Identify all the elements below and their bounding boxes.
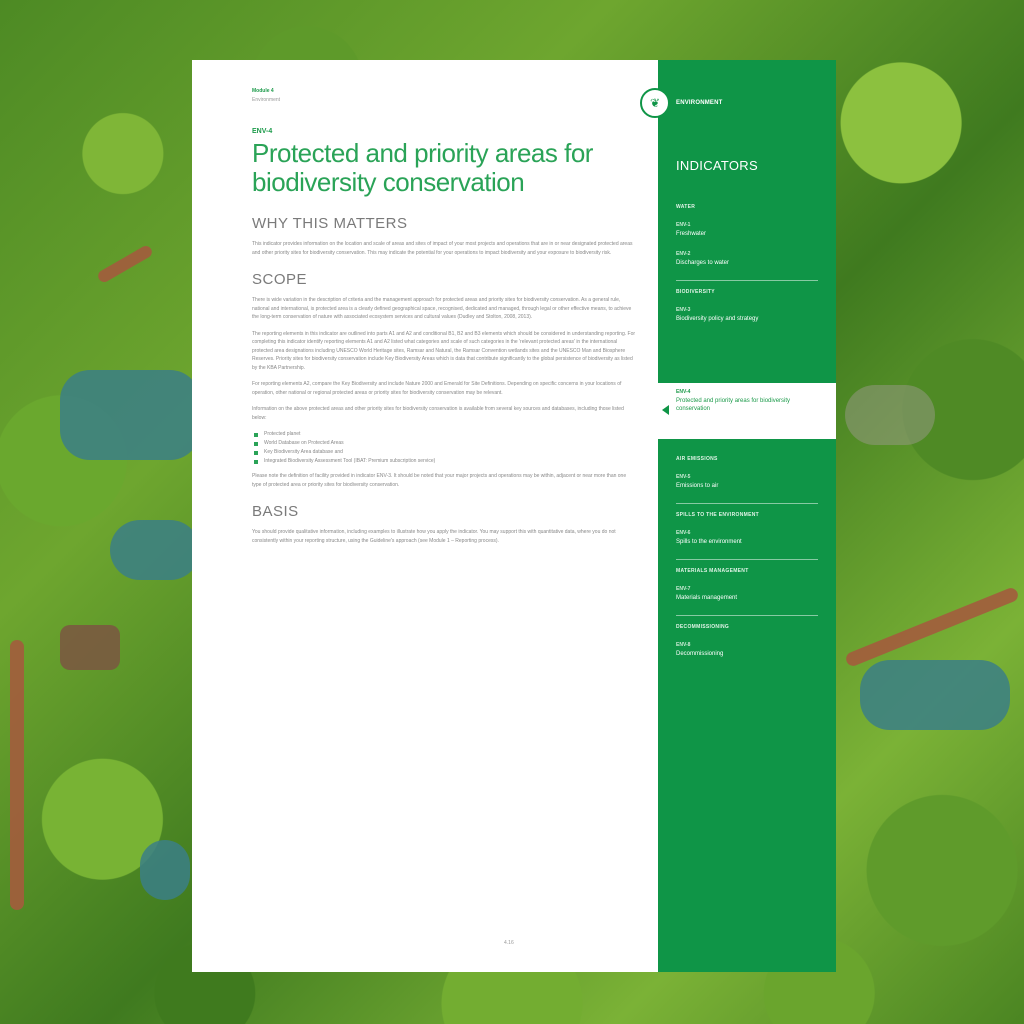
group-heading-decommissioning: DECOMMISSIONING: [676, 615, 818, 630]
sidebar-item-label: Discharges to water: [676, 260, 730, 266]
sidebar-item-env-6[interactable]: [676, 530, 818, 546]
boardwalk-path: [96, 244, 154, 284]
active-marker-icon: [662, 405, 669, 415]
page-number: 4.16: [504, 940, 514, 946]
sidebar-item-code: ENV-5: [676, 474, 691, 480]
brand: [640, 88, 723, 118]
sidebar-item-env-2[interactable]: [676, 251, 818, 267]
page-title: Protected and priority areas for biodiversity conservation: [252, 138, 593, 197]
sidebar-item-env-4-active[interactable]: [658, 383, 836, 439]
paragraph: For reporting elements A2, compare the Key Biodiversity and include Nature 2000 and Emerald for Site Definitions. Depending on specific concerns in your locations of operation, other national or regional protected areas or priority sites for biodiversity conservation may be relevant.: [252, 381, 622, 396]
sidebar-item-code: ENV-2: [676, 251, 691, 257]
paragraph: Please note the definition of facility provided in indicator ENV-3. It should be noted that your major projects and operations may be within, adjacent or near more than one type of protected area or priority sites for biodiversity conservation.: [252, 473, 627, 488]
group-heading-biodiversity: BIODIVERSITY: [676, 280, 818, 295]
paragraph: This indicator provides information on the location and scale of areas and sites of impact of your most projects and operations that are in or near designated protected areas and other priority sites for biodiversity conservation. This may indicate the potential for your operations to impact biodiversity and your exposure to biodiversity risk.: [252, 241, 633, 256]
sidebar-item-label: Emissions to air: [676, 483, 719, 489]
group-heading-water: WATER: [676, 204, 696, 210]
sidebar-item-env-8[interactable]: [676, 642, 818, 658]
sidebar-item-env-1[interactable]: [676, 222, 818, 238]
group-heading-materials: MATERIALS MANAGEMENT: [676, 559, 818, 574]
indicators-title: INDICATORS: [676, 158, 758, 173]
background-stream: [860, 660, 1010, 730]
sidebar-item-code: ENV-3: [676, 307, 691, 313]
sidebar-item-env-3[interactable]: [676, 307, 818, 323]
indicator-sidebar: [649, 60, 836, 972]
breadcrumb-module: Module 4: [252, 88, 274, 94]
background-stream: [110, 520, 200, 580]
group-heading-air: AIR EMISSIONS: [676, 456, 718, 462]
sidebar-item-code: ENV-8: [676, 642, 691, 648]
sidebar-item-env-7[interactable]: [676, 586, 818, 602]
section-heading-why: WHY THIS MATTERS: [252, 215, 408, 232]
list-item: Key Biodiversity Area database and: [252, 448, 636, 457]
paragraph: You should provide qualitative information, including examples to illustrate how you apply the indicator. You may support this with quantitative data, where you do not consistently within your reporting structure, using the Guideline's approach (see Module 1 – Reporting process).: [252, 529, 616, 544]
background-stream: [140, 840, 190, 900]
group-heading-spills: SPILLS TO THE ENVIRONMENT: [676, 503, 818, 518]
background-stream: [60, 370, 200, 460]
section-heading-scope: SCOPE: [252, 271, 308, 288]
sidebar-item-code: ENV-4: [676, 389, 691, 395]
sidebar-item-label: Protected and priority areas for biodiversity conservation: [676, 398, 791, 412]
sidebar-item-code: ENV-6: [676, 530, 691, 536]
sidebar-item-label: Spills to the environment: [676, 539, 742, 545]
document-page: [192, 60, 658, 972]
paragraph: Information on the above protected areas and other priority sites for biodiversity conservation is available from several key sources and databases, including those listed below:: [252, 406, 624, 421]
sidebar-item-env-5[interactable]: [676, 474, 818, 490]
sidebar-item-label: Freshwater: [676, 231, 707, 237]
sidebar-item-label: Biodiversity policy and strategy: [676, 316, 759, 322]
paragraph: The reporting elements in this indicator are outlined into parts A1 and A2 and conditional B1, B2 and B3 elements which should be considered in understanding reporting. For completing this indicator identify reporting elements A1 and A2 listed what categories and scale of such categories in the 'relevant protected areas' in the international protected area designations including UNESCO World Heritage sites, Ramsar and Natural, the Ramsar Convention wetlands sites and the UNESCO Man and Biosphere Reserves. Priority sites for biodiversity conservation include Key Biodiversity Areas which is data that contribute significantly to the global persistence of biodiversity as listed by the KBA Partnership.: [252, 330, 636, 371]
leaf-logo-icon: ❦: [640, 88, 670, 118]
list-item: Protected planet: [252, 430, 636, 439]
list-item: Integrated Biodiversity Assessment Tool (IBAT: Premium subscription service): [252, 457, 636, 466]
section-heading-basis: BASIS: [252, 503, 299, 520]
background-stream: [845, 385, 935, 445]
indicator-list-bottom: [676, 456, 818, 671]
sidebar-item-label: Decommissioning: [676, 651, 724, 657]
sidebar-item-label: Materials management: [676, 595, 738, 601]
list-item: World Database on Protected Areas: [252, 439, 636, 448]
source-list: [252, 430, 636, 466]
paragraph: There is wide variation in the description of criteria and the management approach for protected areas and priority sites for biodiversity conservation. As a general rule, national and international, is protected area is a clearly defined geographical space, recognised, dedicated and managed, through legal or other effective means, to achieve the long-term conservation of nature with associated ecosystem services and cultural values (Dudley and Stolton, 2008, 2013).: [252, 297, 632, 320]
sidebar-item-code: ENV-1: [676, 222, 691, 228]
indicator-code: ENV-4: [252, 128, 273, 135]
boardwalk-path: [844, 586, 1020, 668]
sidebar-item-code: ENV-7: [676, 586, 691, 592]
breadcrumb-section: Environment: [252, 97, 281, 103]
brand-label: ENVIRONMENT: [676, 100, 723, 106]
boardwalk-path: [10, 640, 24, 910]
boardwalk-path: [60, 625, 120, 670]
indicator-list-top: [676, 204, 818, 336]
